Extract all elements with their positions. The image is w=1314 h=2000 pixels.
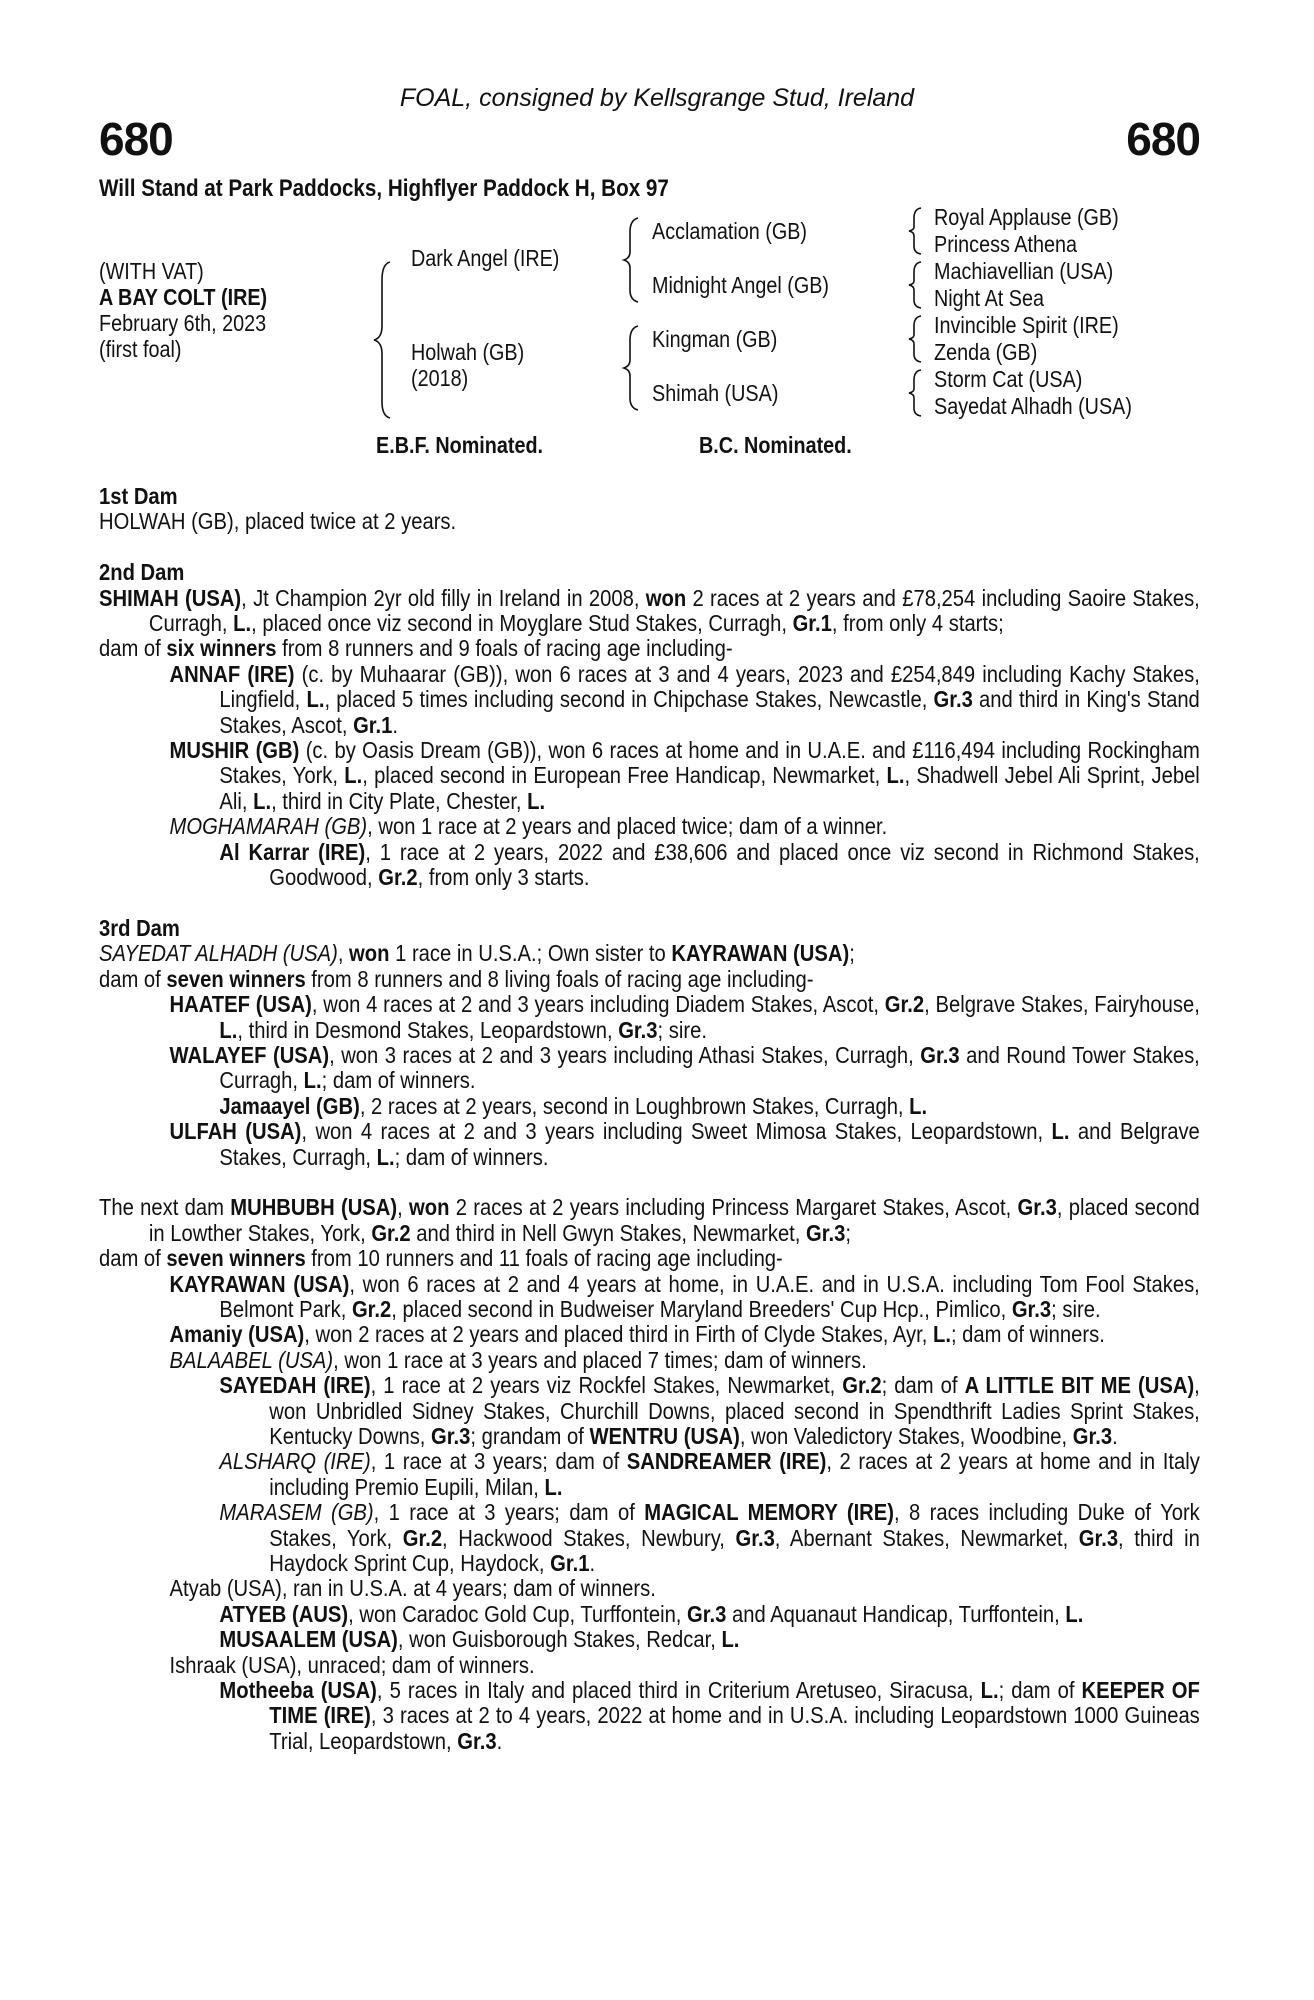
bold-text: Gr.2 [371, 1219, 411, 1246]
bold-text: KAYRAWAN (USA) [671, 940, 850, 967]
pedigree-entry [99, 1627, 1200, 1652]
vat-note: (WITH VAT) [99, 258, 204, 284]
bc-nomination: B.C. Nominated. [699, 432, 852, 458]
bold-text: Gr.2 [351, 1295, 392, 1322]
bold-text: L. [233, 610, 252, 637]
pedigree-entry [99, 662, 1200, 738]
bold-text: ATYEB (AUS) [219, 1600, 349, 1627]
pedigree-entry [99, 1373, 1200, 1449]
bold-text: SHIMAH (USA) [99, 584, 242, 611]
bold-text: L. [721, 1626, 740, 1653]
text: , placed 5 times including second in Chipchase Stakes, Newcastle, [324, 686, 934, 713]
bold-text: L. [886, 762, 905, 789]
text: and Round Tower Stakes, Curragh, [219, 1041, 1200, 1094]
text: ; grandam of [470, 1422, 590, 1449]
bold-text: Gr.3 [1078, 1524, 1119, 1551]
text: dam of [99, 1245, 167, 1272]
text: , from only 3 starts. [417, 864, 590, 891]
text: , won 4 races at 2 and 3 years including Diadem Stakes, Ascot, [311, 991, 885, 1018]
pedigree-entry [99, 1576, 1200, 1601]
bold-text: Gr.3 [687, 1600, 727, 1627]
g3-ancestor: Machiavellian (USA) [934, 258, 1114, 284]
text: 2 races at 2 years and £78,254 including Saoire Stakes, Curragh, [148, 584, 1200, 637]
bold-text: MUSAALEM (USA) [219, 1626, 398, 1653]
text: , 1 race at 2 years, 2022 and £38,606 and placed once viz second in Richmond Stakes, Goodwood, [269, 838, 1200, 891]
text: 1 race in U.S.A.; Own sister to [389, 940, 672, 967]
pedigree-entry [99, 586, 1200, 637]
bold-text: KEEPER OF TIME (IRE) [269, 1677, 1200, 1729]
pedigree-entry [99, 509, 1200, 534]
bold-text: Gr.3 [1017, 1194, 1057, 1221]
brace-g3-3 [909, 316, 921, 362]
bold-text: L. [544, 1473, 563, 1500]
bold-text: Gr.3 [933, 686, 973, 713]
text: . [392, 711, 399, 738]
italic-text: MOGHAMARAH (GB) [169, 813, 368, 840]
g3-ancestor: Invincible Spirit (IRE) [934, 312, 1119, 338]
dam-section [99, 1195, 1200, 1754]
bold-text: Gr.3 [457, 1727, 497, 1754]
foal-note: (first foal) [99, 336, 182, 362]
bold-text: L. [219, 1016, 238, 1043]
bold-text: MUSHIR (GB) [169, 737, 300, 764]
bold-text: L. [253, 787, 272, 814]
bold-text: SANDREAMER (IRE) [626, 1448, 827, 1475]
bold-text: Gr.2 [378, 864, 418, 891]
section-title: 2nd Dam [99, 559, 185, 586]
text: , won 3 races at 2 and 3 years including Athasi Stakes, Curragh, [329, 1041, 921, 1068]
text: , third in Desmond Stakes, Leopardstown, [237, 1016, 619, 1043]
dam-sire: Kingman (GB) [652, 326, 778, 352]
text: , placed once viz second in Moyglare Stud Stakes, Curragh, [251, 610, 793, 637]
brace-sire-line [624, 218, 638, 302]
text: ; dam of winners. [394, 1143, 549, 1170]
text: , won Unbridled Sidney Stakes, Churchill Downs, placed second in Spendthrift Ladies Sprint Stakes, Kentucky Downs, [269, 1372, 1200, 1449]
bold-text: Gr.2 [884, 991, 925, 1018]
italic-text: MARASEM (GB) [219, 1499, 374, 1526]
dam: Holwah (GB) [411, 339, 525, 365]
pedigree-entry [99, 1272, 1200, 1323]
text: dam of [99, 635, 167, 662]
pedigree-entry [99, 1094, 1200, 1119]
text: , third in City Plate, Chester, [271, 787, 528, 814]
text: , won 6 races at 2 and 4 years at home, in U.A.E. and in U.S.A. including Tom Fool Stakes, Belmont Park, [219, 1270, 1200, 1322]
bold-text: L. [344, 762, 363, 789]
text: ; dam of [998, 1677, 1082, 1704]
sire-sire: Acclamation (GB) [652, 218, 807, 244]
text: . [496, 1727, 503, 1754]
bold-text: HAATEF (USA) [169, 991, 312, 1018]
text: (c. by Oasis Dream (GB)), won 6 races at home and in U.A.E. and £116,494 including Rockingham Stakes, York, [219, 737, 1200, 789]
dam-dam: Shimah (USA) [652, 380, 779, 406]
bold-text: L. [376, 1143, 395, 1170]
lot-number-left: 680 [99, 113, 173, 165]
bold-text: Jamaayel (GB) [219, 1092, 360, 1119]
text: , 1 race at 2 years viz Rockfel Stakes, Newmarket, [370, 1372, 843, 1399]
pedigree-entry [99, 1678, 1200, 1754]
text: , won Guisborough Stakes, Redcar, [397, 1626, 722, 1653]
text: , placed second in European Free Handicap, Newmarket, [362, 762, 887, 789]
text: . [589, 1550, 596, 1577]
brace-g3-1 [909, 208, 921, 254]
bold-text: won [409, 1194, 450, 1221]
text: from 8 runners and 9 foals of racing age including- [276, 635, 733, 662]
bold-text: WALAYEF (USA) [169, 1041, 330, 1068]
bold-text: Gr.2 [402, 1524, 443, 1551]
text: , 1 race at 3 years; dam of [370, 1448, 627, 1475]
dam-section [99, 484, 1200, 535]
text: The next dam [99, 1194, 231, 1221]
italic-text: BALAABEL (USA) [169, 1346, 334, 1373]
text: , 2 races at 2 years at home and in Italy including Premio Eupili, Milan, [269, 1448, 1200, 1500]
text: , [337, 940, 350, 967]
bold-text: Gr.1 [550, 1550, 590, 1577]
bold-text: Gr.3 [920, 1041, 960, 1068]
bold-text: seven winners [166, 965, 306, 992]
pedigree-entry [99, 1500, 1200, 1576]
brace-g3-4 [909, 370, 921, 416]
bold-text: ANNAF (IRE) [169, 660, 295, 687]
text: . [1112, 1422, 1118, 1449]
text: , Belgrave Stakes, Fairyhouse, [924, 991, 1200, 1018]
text: , Hackwood Stakes, Newbury, [442, 1524, 736, 1551]
pedigree-entry [99, 1195, 1200, 1246]
bold-text: L. [980, 1677, 999, 1704]
bold-text: ULFAH (USA) [169, 1118, 302, 1145]
pedigree-entry [99, 967, 1200, 992]
text: ; dam of winners. [321, 1067, 476, 1094]
section-title: 1st Dam [99, 483, 178, 509]
brace-g3-2 [909, 262, 921, 308]
sire: Dark Angel (IRE) [411, 245, 560, 271]
bold-text: Gr.2 [842, 1372, 882, 1399]
italic-text: ALSHARQ (IRE) [219, 1448, 371, 1475]
text: , 3 races at 2 to 4 years, 2022 at home and in U.S.A. including Leopardstown 1000 Guineas Trial, Leopardstown, [269, 1702, 1200, 1754]
text: , won 1 race at 3 years and placed 7 times; dam of winners. [333, 1346, 867, 1373]
text: and third in Nell Gwyn Stakes, Newmarket, [410, 1219, 807, 1246]
bold-text: seven winners [166, 1245, 306, 1272]
text: ; dam of [881, 1372, 965, 1399]
text: , from only 4 starts; [831, 610, 1004, 637]
text: , won 4 races at 2 and 3 years including Sweet Mimosa Stakes, Leopardstown, [301, 1118, 1052, 1145]
bold-text: WENTRU (USA) [589, 1422, 740, 1449]
bold-text: Gr.3 [618, 1016, 658, 1043]
text: ; dam of winners. [950, 1321, 1105, 1348]
bold-text: Gr.3 [735, 1524, 775, 1551]
bold-text: L. [1065, 1600, 1084, 1627]
text: , won 2 races at 2 years and placed third in Firth of Clyde Stakes, Ayr, [304, 1321, 933, 1348]
g3-ancestor: Storm Cat (USA) [934, 366, 1083, 392]
horse-name: A BAY COLT (IRE) [99, 284, 268, 310]
bold-text: Gr.3 [1011, 1295, 1052, 1322]
catalogue-body [99, 484, 1200, 1780]
foaling-date: February 6th, 2023 [99, 310, 267, 336]
third-generation [934, 204, 1164, 420]
text: , won Caradoc Gold Cup, Turffontein, [348, 1600, 688, 1627]
text: Ishraak (USA), unraced; dam of winners. [169, 1651, 535, 1678]
g3-ancestor: Night At Sea [934, 285, 1044, 311]
text: , won Valedictory Stakes, Woodbine, [739, 1422, 1073, 1449]
ebf-nomination: E.B.F. Nominated. [376, 432, 544, 458]
dam-section [99, 560, 1200, 890]
pedigree-entry [99, 1119, 1200, 1170]
text: , 2 races at 2 years, second in Loughbrown Stakes, Curragh, [359, 1092, 910, 1119]
text: , [397, 1194, 410, 1221]
text: from 8 runners and 8 living foals of racing age including- [305, 965, 814, 992]
bold-text: L. [303, 1067, 322, 1094]
text: 2 races at 2 years including Princess Margaret Stakes, Ascot, [449, 1194, 1018, 1221]
bold-text: L. [306, 686, 325, 713]
bold-text: Al Karrar (IRE) [219, 838, 366, 865]
section-title: 3rd Dam [99, 914, 180, 941]
bold-text: six winners [166, 635, 277, 662]
text: , Jt Champion 2yr old filly in Ireland in 2008, [241, 584, 646, 611]
text: , won 1 race at 2 years and placed twice; dam of a winner. [367, 813, 888, 840]
text: (c. by Muhaarar (GB)), won 6 races at 3 and 4 years, 2023 and £254,849 including Kachy Stakes, Lingfield, [219, 660, 1200, 713]
bold-text: L. [527, 787, 546, 814]
text: , placed second in Budweiser Maryland Breeders' Cup Hcp., Pimlico, [391, 1295, 1012, 1322]
text: , 8 races including Duke of York Stakes, York, [269, 1499, 1200, 1551]
bold-text: Gr.1 [353, 711, 393, 738]
text: dam of [99, 965, 167, 992]
pedigree-entry [99, 941, 1200, 966]
g3-ancestor: Zenda (GB) [934, 339, 1038, 365]
text: , placed second in Lowther Stakes, York, [148, 1194, 1200, 1246]
dam-year: (2018) [411, 365, 469, 391]
text: and third in King's Stand Stakes, Ascot, [219, 686, 1200, 738]
g3-ancestor: Princess Athena [934, 231, 1077, 257]
pedigree-entry [99, 1043, 1200, 1094]
bold-text: MAGICAL MEMORY (IRE) [644, 1499, 894, 1526]
dam-section [99, 916, 1200, 1170]
pedigree-entry [99, 992, 1200, 1043]
bold-text: L. [932, 1321, 951, 1348]
text: ; [845, 1219, 851, 1246]
stabling-text: Will Stand at Park Paddocks, Highflyer Paddock H, Box 97 [99, 175, 669, 202]
bold-text: A LITTLE BIT ME (USA) [964, 1372, 1195, 1399]
bold-text: won [349, 940, 390, 967]
pedigree-entry [99, 814, 1200, 839]
text: , 1 race at 3 years; dam of [373, 1499, 645, 1526]
text: and Belgrave Stakes, Curragh, [219, 1118, 1200, 1170]
bold-text: Gr.1 [792, 610, 832, 637]
text: Atyab (USA), ran in U.S.A. at 4 years; dam of winners. [169, 1575, 656, 1602]
foal-details [99, 258, 295, 362]
g3-ancestor: Royal Applause (GB) [934, 204, 1119, 230]
sire-dam: Midnight Angel (GB) [652, 272, 830, 298]
italic-text: SAYEDAT ALHADH (USA) [99, 940, 338, 967]
pedigree-entry [99, 1602, 1200, 1627]
text: , Shadwell Jebel Ali Sprint, Jebel Ali, [219, 762, 1200, 814]
pedigree-entry [99, 636, 1200, 661]
g3-ancestor: Sayedat Alhadh (USA) [934, 393, 1132, 419]
bold-text: Gr.3 [431, 1422, 471, 1449]
pedigree-entry [99, 738, 1200, 814]
bold-text: L. [909, 1092, 928, 1119]
text: , Abernant Stakes, Newmarket, [774, 1524, 1079, 1551]
bold-text: won [645, 584, 687, 611]
pedigree-entry [99, 1322, 1200, 1347]
pedigree-entry [99, 1653, 1200, 1678]
text: from 10 runners and 11 foals of racing age including- [305, 1245, 783, 1272]
lot-number-right: 680 [1126, 113, 1200, 165]
pedigree-entry [99, 840, 1200, 891]
brace-generation-1 [374, 262, 390, 418]
pedigree-entry [99, 1246, 1200, 1271]
text: , third in Haydock Sprint Cup, Haydock, [269, 1524, 1200, 1577]
pedigree-entry [99, 1348, 1200, 1373]
bold-text: L. [1051, 1118, 1070, 1145]
text: HOLWAH (GB), placed twice at 2 years. [99, 508, 457, 535]
text: and Aquanaut Handicap, Turffontein, [726, 1600, 1066, 1627]
bold-text: Gr.3 [806, 1219, 846, 1246]
consignment-text: FOAL, consigned by Kellsgrange Stud, Ireland [399, 84, 915, 112]
text: ; sire. [1051, 1295, 1101, 1322]
bold-text: Motheeba (USA) [219, 1677, 377, 1704]
bold-text: KAYRAWAN (USA) [169, 1270, 350, 1297]
bold-text: Amaniy (USA) [169, 1321, 305, 1348]
bold-text: Gr.3 [1072, 1422, 1113, 1449]
pedigree-entry [99, 1449, 1200, 1500]
bold-text: SAYEDAH (IRE) [219, 1372, 371, 1399]
bold-text: MUHBUBH (USA) [230, 1194, 398, 1221]
text: ; [849, 940, 855, 967]
text: , 5 races in Italy and placed third in Criterium Aretuseo, Siracusa, [376, 1677, 981, 1704]
text: ; sire. [657, 1016, 707, 1043]
brace-dam-line [624, 326, 638, 410]
